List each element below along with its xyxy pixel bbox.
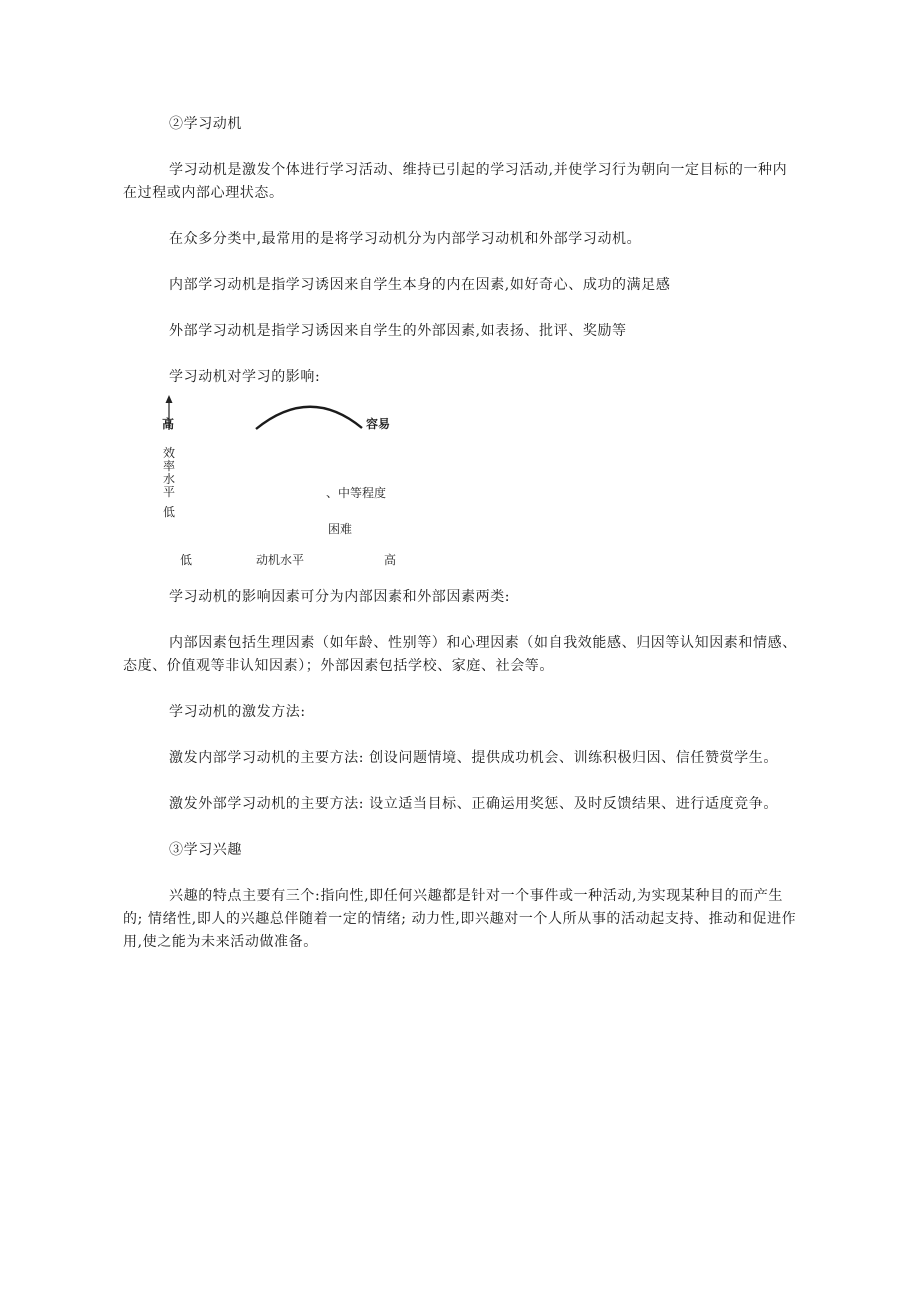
motivation-efficiency-figure — [150, 392, 410, 572]
arrow-head — [166, 395, 173, 403]
curve-easy-task — [256, 407, 362, 429]
paragraph-internal-motivation: 内部学习动机是指学习诱因来自学生本身的内在因素,如好奇心、成功的满足感 — [169, 277, 671, 293]
paragraph-definition: 学习动机是激发个体进行学习活动、维持已引起的学习活动,并使学习行为朝向一定目标的一种内在过程或内部心理状态。 — [123, 162, 788, 201]
label-x-low: 低 — [180, 553, 193, 567]
label-low-left: 低 — [163, 505, 176, 519]
paragraph-interest-features: 兴趣的特点主要有三个:指向性,即任何兴趣都是针对一个事件或一种活动,为实现某种目的而产生的; 情绪性,即人的兴趣总伴随着一定的情绪; 动力性,即兴趣对一个人所从事的活动起支持、推动和促进作用,使之能为未来活动做准备。 — [123, 888, 797, 950]
label-difficult: 困难 — [328, 522, 353, 536]
paragraph-influence-intro: 学习动机对学习的影响: — [169, 369, 321, 385]
paragraph-internal-methods: 激发内部学习动机的主要方法: 创设问题情境、提供成功机会、训练积极归因、信任赞赏学生。 — [169, 750, 778, 766]
section-heading-interest: ③学习兴趣 — [169, 842, 242, 858]
paragraph-external-methods: 激发外部学习动机的主要方法: 设立适当目标、正确运用奖惩、及时反馈结果、进行适度竞争。 — [169, 796, 778, 812]
label-high-top: 高 — [162, 417, 175, 431]
label-medium: 、中等程度 — [326, 486, 387, 500]
label-easy: 容易 — [366, 417, 391, 431]
paragraph-classification: 在众多分类中,最常用的是将学习动机分为内部学习动机和外部学习动机。 — [169, 231, 642, 247]
paragraph-factors-intro: 学习动机的影响因素可分为内部因素和外部因素两类: — [169, 589, 511, 605]
section-heading-motivation: ②学习动机 — [169, 116, 242, 132]
label-x-high: 高 — [384, 553, 397, 567]
paragraph-methods-intro: 学习动机的激发方法: — [169, 704, 306, 720]
paragraph-external-motivation: 外部学习动机是指学习诱因来自学生的外部因素,如表扬、批评、奖励等 — [169, 323, 627, 339]
char: 率 — [162, 459, 175, 473]
paragraph-factors-detail: 内部因素包括生理因素（如年龄、性别等）和心理因素（如自我效能感、归因等认知因素和情感、态度、价值观等非认知因素）；外部因素包括学校、家庭、社会等。 — [123, 635, 797, 674]
label-efficiency-vertical — [162, 447, 176, 499]
label-x-axis: 动机水平 — [256, 553, 305, 567]
char: 平 — [162, 485, 175, 499]
char: 效 — [162, 446, 175, 460]
char: 水 — [162, 472, 175, 486]
